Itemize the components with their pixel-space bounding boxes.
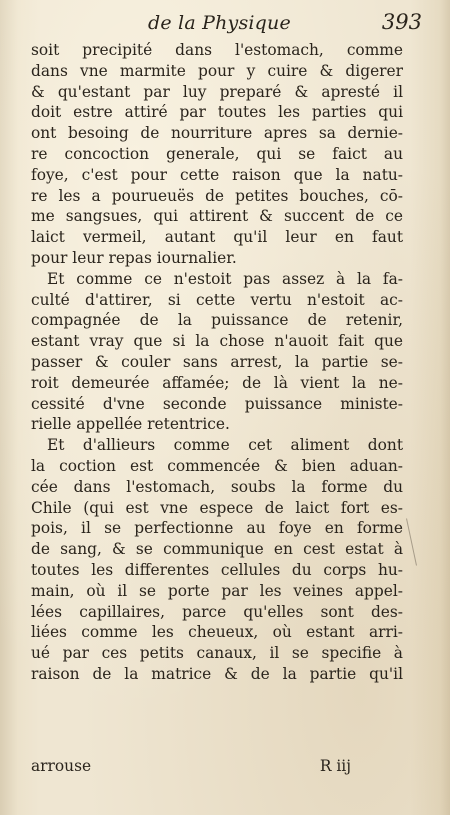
page-header — [148, 10, 422, 40]
signature-mark: R iij — [319, 757, 351, 775]
text-line: pour leur repas iournalier. — [31, 248, 237, 267]
text-line: la coction est commencée & bien aduan- — [31, 456, 403, 475]
text-line: Et d'allieurs comme cet aliment dont — [47, 436, 403, 455]
text-line: re les a pourueuës de petites bouches, cō- — [31, 186, 403, 205]
text-line: passer & couler sans arrest, la partie se- — [31, 352, 403, 371]
text-line: & qu'estant par luy preparé & apresté il — [31, 82, 403, 101]
text-line: dans vne marmite pour y cuire & digerer — [31, 61, 403, 80]
catchword: arrouse — [31, 757, 92, 775]
text-line: toutes les differentes cellules du corps hu- — [31, 560, 403, 579]
body-text — [31, 40, 403, 685]
text-line: me sangsues, qui attirent & succent de ce — [31, 207, 403, 226]
text-line: estant vray que si la chose n'auoit fait que — [31, 332, 403, 351]
text-line: raison de la matrice & de la partie qu'il — [31, 664, 403, 683]
margin-mark — [406, 518, 417, 565]
text-line: doit estre attiré par toutes les parties qui — [31, 103, 403, 122]
text-line: cessité d'vne seconde puissance ministe- — [31, 394, 403, 413]
text-line: culté d'attirer, si cette vertu n'estoit ac- — [31, 290, 403, 309]
text-line: roit demeurée affamée; de là vient la ne- — [31, 373, 403, 392]
running-title: de la Physique — [148, 12, 291, 34]
text-line: foye, c'est pour cette raison que la natu- — [31, 165, 403, 184]
text-line: re concoction generale, qui se faict au — [31, 144, 403, 163]
text-line: Chile (qui est vne espece de laict fort es- — [31, 498, 403, 517]
text-line: lées capillaires, parce qu'elles sont des- — [31, 602, 403, 621]
text-line: soit precipité dans l'estomach, comme — [31, 41, 403, 59]
text-line: de sang, & se communique en cest estat à — [31, 540, 403, 559]
text-line: Et comme ce n'estoit pas assez à la fa- — [47, 269, 403, 288]
text-line: cée dans l'estomach, soubs la forme du — [31, 477, 403, 496]
page-number: 393 — [381, 10, 422, 34]
text-line: rielle appellée retentrice. — [31, 415, 230, 434]
text-line: liées comme les cheueux, où estant arri- — [31, 623, 403, 642]
text-line: laict vermeil, autant qu'il leur en faut — [31, 228, 403, 247]
text-line: pois, il se perfectionne au foye en forme — [31, 519, 403, 538]
text-line: ont besoing de nourriture apres sa dernie- — [31, 124, 403, 143]
page-footer — [31, 756, 351, 777]
text-line: ué par ces petits canaux, il se specifie à — [31, 644, 403, 663]
text-line: compagnée de la puissance de retenir, — [31, 311, 403, 330]
text-line: main, où il se porte par les veines appel- — [31, 581, 403, 600]
